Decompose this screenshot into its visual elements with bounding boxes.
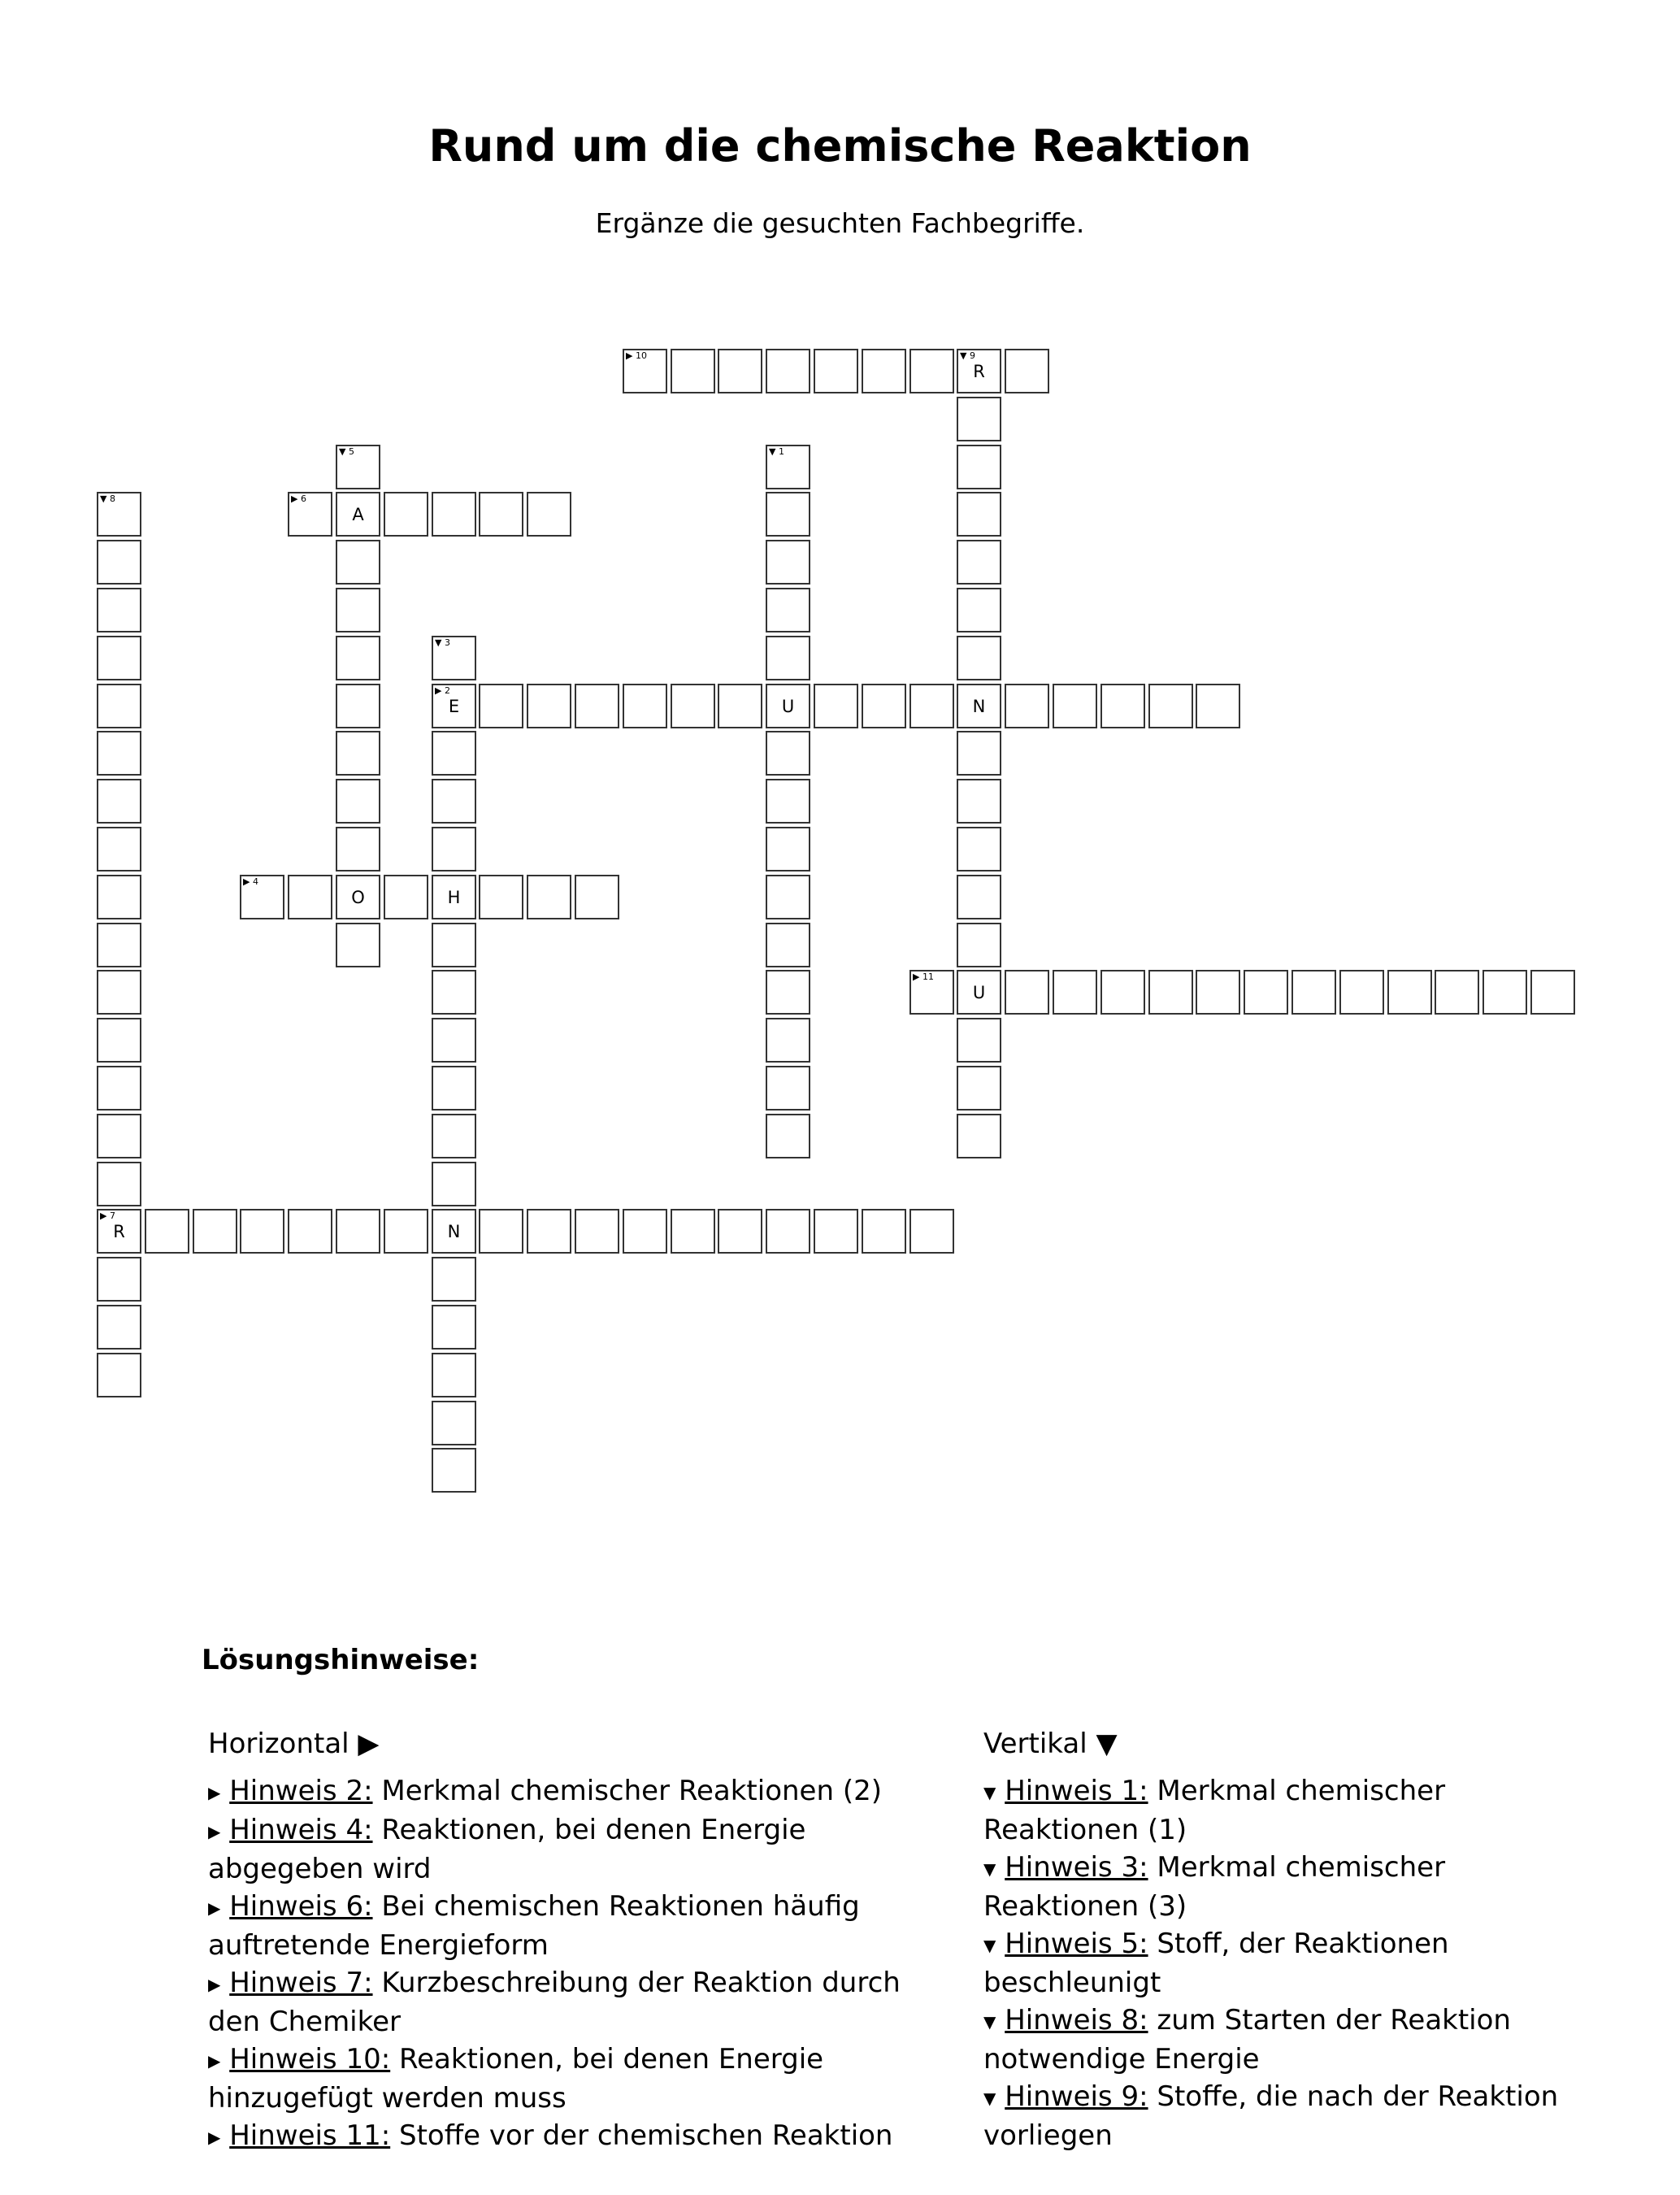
hint-item [983,1772,1601,1849]
crossword-cell[interactable] [1053,970,1097,1015]
hints-vertical-list [983,1772,1601,2154]
crossword-cell[interactable] [1196,684,1240,728]
crossword-cell[interactable] [957,540,1001,585]
crossword-cell[interactable] [336,731,380,776]
hint-item [983,2078,1601,2154]
crossword-cell[interactable] [862,1209,906,1254]
crossword-cell[interactable] [432,1257,476,1302]
crossword-cell[interactable] [766,1114,810,1158]
crossword-cell[interactable] [336,827,380,871]
crossword-cell[interactable] [957,397,1001,441]
crossword-cell[interactable] [97,1114,141,1158]
crossword-cell[interactable] [97,1018,141,1063]
crossword-cell[interactable] [623,1209,667,1254]
crossword-cell[interactable] [766,923,810,967]
cell-letter: N [972,697,986,716]
crossword-cell[interactable] [479,492,523,537]
crossword-cell[interactable] [957,779,1001,824]
clue-number-6: ▶ 6 [291,493,306,504]
crossword-cell[interactable] [1100,970,1145,1015]
crossword-cell[interactable] [336,1209,380,1254]
cell-letter: R [113,1222,125,1241]
arrow-right-icon: ▶ [208,1898,221,1918]
hints-horizontal-label: Horizontal [208,1728,349,1760]
crossword-cell[interactable] [575,1209,619,1254]
hint-text: Merkmal chemischer Reaktionen (3) [983,1851,1446,1923]
crossword-cell[interactable] [957,827,1001,871]
crossword-cell[interactable] [432,1305,476,1350]
crossword-cell[interactable] [1530,970,1575,1015]
crossword-cell[interactable] [957,445,1001,489]
hints-horizontal-title [208,1725,923,1763]
arrow-right-icon: ▶ [208,1822,221,1841]
crossword-cell[interactable] [384,1209,428,1254]
clue-number-2: ▶ 2 [435,685,450,696]
arrow-right-icon: ▶ [208,1975,221,1994]
hint-text: Stoff, der Reaktionen beschleunigt [983,1928,1449,1999]
crossword-cell[interactable] [671,1209,715,1254]
crossword-cell[interactable] [1339,970,1384,1015]
hints-section [202,1644,1583,2152]
cell-letter: U [781,697,795,716]
crossword-cell[interactable] [957,731,1001,776]
crossword-cell[interactable] [97,1162,141,1206]
hints-horizontal-list [208,1772,923,2156]
crossword-cell[interactable] [1435,970,1479,1015]
crossword-cell[interactable] [432,1066,476,1111]
crossword-cell[interactable] [336,923,380,967]
crossword-cell[interactable] [97,1209,141,1254]
hint-item [983,1849,1601,1925]
crossword-cell[interactable] [432,636,476,680]
crossword-cell[interactable] [909,349,954,393]
crossword-cell[interactable] [862,349,906,393]
crossword-cell[interactable] [957,588,1001,632]
crossword-cell[interactable] [432,492,476,537]
crossword-cell[interactable] [957,1114,1001,1158]
hints-vertical-label: Vertikal [983,1728,1087,1760]
crossword-cell[interactable] [288,1209,332,1254]
crossword-cell[interactable] [1244,970,1288,1015]
crossword-cell[interactable] [766,636,810,680]
crossword-cell[interactable] [432,1448,476,1493]
crossword-cell[interactable] [97,970,141,1015]
crossword-cell[interactable] [623,684,667,728]
crossword-cell[interactable] [97,827,141,871]
crossword-cell[interactable] [671,349,715,393]
hint-reference: Hinweis 2: [229,1775,373,1807]
crossword-cell[interactable] [432,779,476,824]
arrow-down-icon: ▼ [983,1783,996,1802]
crossword-cell[interactable] [97,540,141,585]
crossword-cell[interactable] [527,684,571,728]
crossword-cell[interactable] [909,970,954,1015]
hint-reference: Hinweis 6: [229,1890,373,1923]
arrow-right-icon: ▶ [208,2128,221,2147]
hint-reference: Hinweis 11: [229,2119,391,2152]
crossword-cell[interactable] [97,1305,141,1350]
crossword-cell[interactable] [336,779,380,824]
crossword-cell[interactable] [479,1209,523,1254]
crossword-cell[interactable] [718,349,762,393]
clue-number-11: ▶ 11 [913,971,934,982]
cell-letter: A [352,505,364,524]
cell-letter: H [447,888,461,907]
crossword-cell[interactable] [97,1353,141,1397]
hint-reference: Hinweis 9: [1005,2080,1148,2113]
crossword-cell[interactable] [957,970,1001,1015]
hint-text: zum Starten der Reaktion notwendige Energie [983,2004,1511,2075]
hint-item [208,1811,923,1888]
hints-vertical-title [983,1725,1601,1763]
crossword-cell[interactable] [97,588,141,632]
crossword-cell[interactable] [97,1257,141,1302]
crossword-cell[interactable] [432,827,476,871]
cell-letter: E [448,697,460,716]
crossword-cell[interactable] [97,492,141,537]
crossword-cell[interactable] [957,636,1001,680]
crossword-cell[interactable] [766,1066,810,1111]
crossword-cell[interactable] [766,875,810,919]
crossword-cell[interactable] [432,1209,476,1254]
hint-text: Kurzbeschreibung der Reaktion durch den Chemiker [208,1967,901,2038]
crossword-cell[interactable] [336,540,380,585]
crossword-cell[interactable] [527,875,571,919]
crossword-cell[interactable] [97,684,141,728]
cell-letter: N [447,1222,461,1241]
crossword-cell[interactable] [432,1018,476,1063]
hint-item [983,2002,1601,2078]
crossword-cell[interactable] [432,970,476,1015]
crossword-cell[interactable] [479,684,523,728]
page-title: Rund um die chemische Reaktion [428,120,1252,172]
crossword-cell[interactable] [623,349,667,393]
crossword-cell[interactable] [766,970,810,1015]
crossword-cell[interactable] [862,684,906,728]
crossword-cell[interactable] [384,875,428,919]
crossword-cell[interactable] [193,1209,237,1254]
crossword-cell[interactable] [766,731,810,776]
hint-reference: Hinweis 7: [229,1967,373,1999]
hint-item [208,2117,923,2156]
hint-reference: Hinweis 1: [1005,1775,1148,1807]
crossword-cell[interactable] [1005,684,1049,728]
crossword-cell[interactable] [814,1209,858,1254]
crossword-cell[interactable] [97,875,141,919]
crossword-cell[interactable] [432,1353,476,1397]
hint-item [208,1888,923,1964]
crossword-cell[interactable] [1482,970,1527,1015]
arrow-down-icon: ▼ [1096,1728,1118,1760]
crossword-cell[interactable] [145,1209,189,1254]
crossword-cell[interactable] [288,875,332,919]
crossword-cell[interactable] [240,875,284,919]
crossword-cell[interactable] [432,923,476,967]
crossword-cell[interactable] [1005,349,1049,393]
crossword-cell[interactable] [97,923,141,967]
hints-horizontal [208,1725,923,2156]
crossword-cell[interactable] [432,684,476,728]
hint-item [208,1772,923,1811]
crossword-cell[interactable] [766,1018,810,1063]
crossword-cell[interactable] [1196,970,1240,1015]
clue-number-7: ▶ 7 [100,1211,115,1221]
hint-text: Reaktionen, bei denen Energie abgegeben wird [208,1814,806,1885]
crossword-cell[interactable] [384,492,428,537]
crossword-cell[interactable] [1053,684,1097,728]
arrow-down-icon: ▼ [983,2089,996,2108]
crossword-cell[interactable] [1100,684,1145,728]
hint-reference: Hinweis 10: [229,2043,391,2075]
crossword-cell[interactable] [766,445,810,489]
crossword-cell[interactable] [957,923,1001,967]
crossword-cell[interactable] [766,588,810,632]
crossword-cell[interactable] [288,492,332,537]
hint-reference: Hinweis 3: [1005,1851,1148,1884]
crossword-cell[interactable] [1387,970,1432,1015]
crossword-cell[interactable] [336,684,380,728]
hint-text: Merkmal chemischer Reaktionen (1) [983,1775,1446,1846]
crossword-cell[interactable] [766,1209,810,1254]
crossword-cell[interactable] [766,540,810,585]
crossword-cell[interactable] [766,779,810,824]
page-subtitle: Ergänze die gesuchten Fachbegriffe. [595,207,1085,239]
cell-letter: U [972,983,986,1002]
crossword-cell[interactable] [575,875,619,919]
hint-text: Reaktionen, bei denen Energie hinzugefügt werden muss [208,2043,824,2115]
hint-reference: Hinweis 5: [1005,1928,1148,1960]
crossword-cell[interactable] [957,349,1001,393]
crossword-cell[interactable] [957,1066,1001,1111]
arrow-down-icon: ▼ [983,2012,996,2032]
hint-item [208,1964,923,2041]
crossword-cell[interactable] [766,349,810,393]
clue-number-9: ▼ 9 [960,350,975,361]
crossword-cell[interactable] [957,492,1001,537]
clue-number-1: ▼ 1 [769,446,784,457]
crossword-cell[interactable] [336,492,380,537]
crossword-cell[interactable] [718,1209,762,1254]
hint-text: Bei chemischen Reaktionen häufig auftretende Energieform [208,1890,860,1962]
crossword-cell[interactable] [479,875,523,919]
arrow-down-icon: ▼ [983,1936,996,1955]
clue-number-5: ▼ 5 [339,446,354,457]
hints-heading: Lösungshinweise: [202,1644,480,1676]
crossword-cell[interactable] [432,875,476,919]
crossword-cell[interactable] [336,588,380,632]
crossword-cell[interactable] [909,1209,954,1254]
crossword-cell[interactable] [814,349,858,393]
crossword-cell[interactable] [957,875,1001,919]
crossword-cell[interactable] [957,684,1001,728]
crossword-cell[interactable] [97,636,141,680]
hint-text: Stoffe, die nach der Reaktion vorliegen [983,2080,1559,2152]
arrow-right-icon: ▶ [208,1783,221,1802]
crossword-cell[interactable] [432,1162,476,1206]
clue-number-4: ▶ 4 [243,876,258,887]
crossword-cell[interactable] [336,636,380,680]
hint-text: Merkmal chemischer Reaktionen (2) [381,1775,882,1807]
crossword-cell[interactable] [527,492,571,537]
hint-reference: Hinweis 8: [1005,2004,1148,2036]
crossword-cell[interactable] [336,445,380,489]
crossword-cell[interactable] [97,731,141,776]
clue-number-8: ▼ 8 [100,493,115,504]
crossword-cell[interactable] [909,684,954,728]
crossword-cell[interactable] [766,684,810,728]
cell-letter: O [351,888,365,907]
crossword-cell[interactable] [1005,970,1049,1015]
crossword-cell[interactable] [432,731,476,776]
arrow-right-icon: ▶ [208,2051,221,2071]
crossword-cell[interactable] [718,684,762,728]
hint-text: Stoffe vor der chemischen Reaktion [399,2119,893,2152]
crossword-cell[interactable] [240,1209,284,1254]
clue-number-10: ▶ 10 [626,350,647,361]
crossword-cell[interactable] [1148,684,1193,728]
crossword-cell[interactable] [97,779,141,824]
hints-vertical [983,1725,1601,2154]
crossword-cell[interactable] [671,684,715,728]
crossword-cell[interactable] [575,684,619,728]
cell-letter: R [973,362,985,381]
crossword-cell[interactable] [1148,970,1193,1015]
clue-number-3: ▼ 3 [435,637,450,648]
crossword-cell[interactable] [814,684,858,728]
crossword-cell[interactable] [1291,970,1336,1015]
arrow-down-icon: ▼ [983,1859,996,1879]
crossword-cell[interactable] [97,1066,141,1111]
crossword-cell[interactable] [766,492,810,537]
crossword-cell[interactable] [766,827,810,871]
hint-reference: Hinweis 4: [229,1814,373,1846]
crossword-cell[interactable] [432,1114,476,1158]
hint-item [983,1925,1601,2002]
hint-item [208,2041,923,2117]
crossword-cell[interactable] [336,875,380,919]
crossword-cell[interactable] [432,1401,476,1445]
arrow-right-icon: ▶ [358,1728,380,1760]
crossword-cell[interactable] [957,1018,1001,1063]
crossword-cell[interactable] [527,1209,571,1254]
